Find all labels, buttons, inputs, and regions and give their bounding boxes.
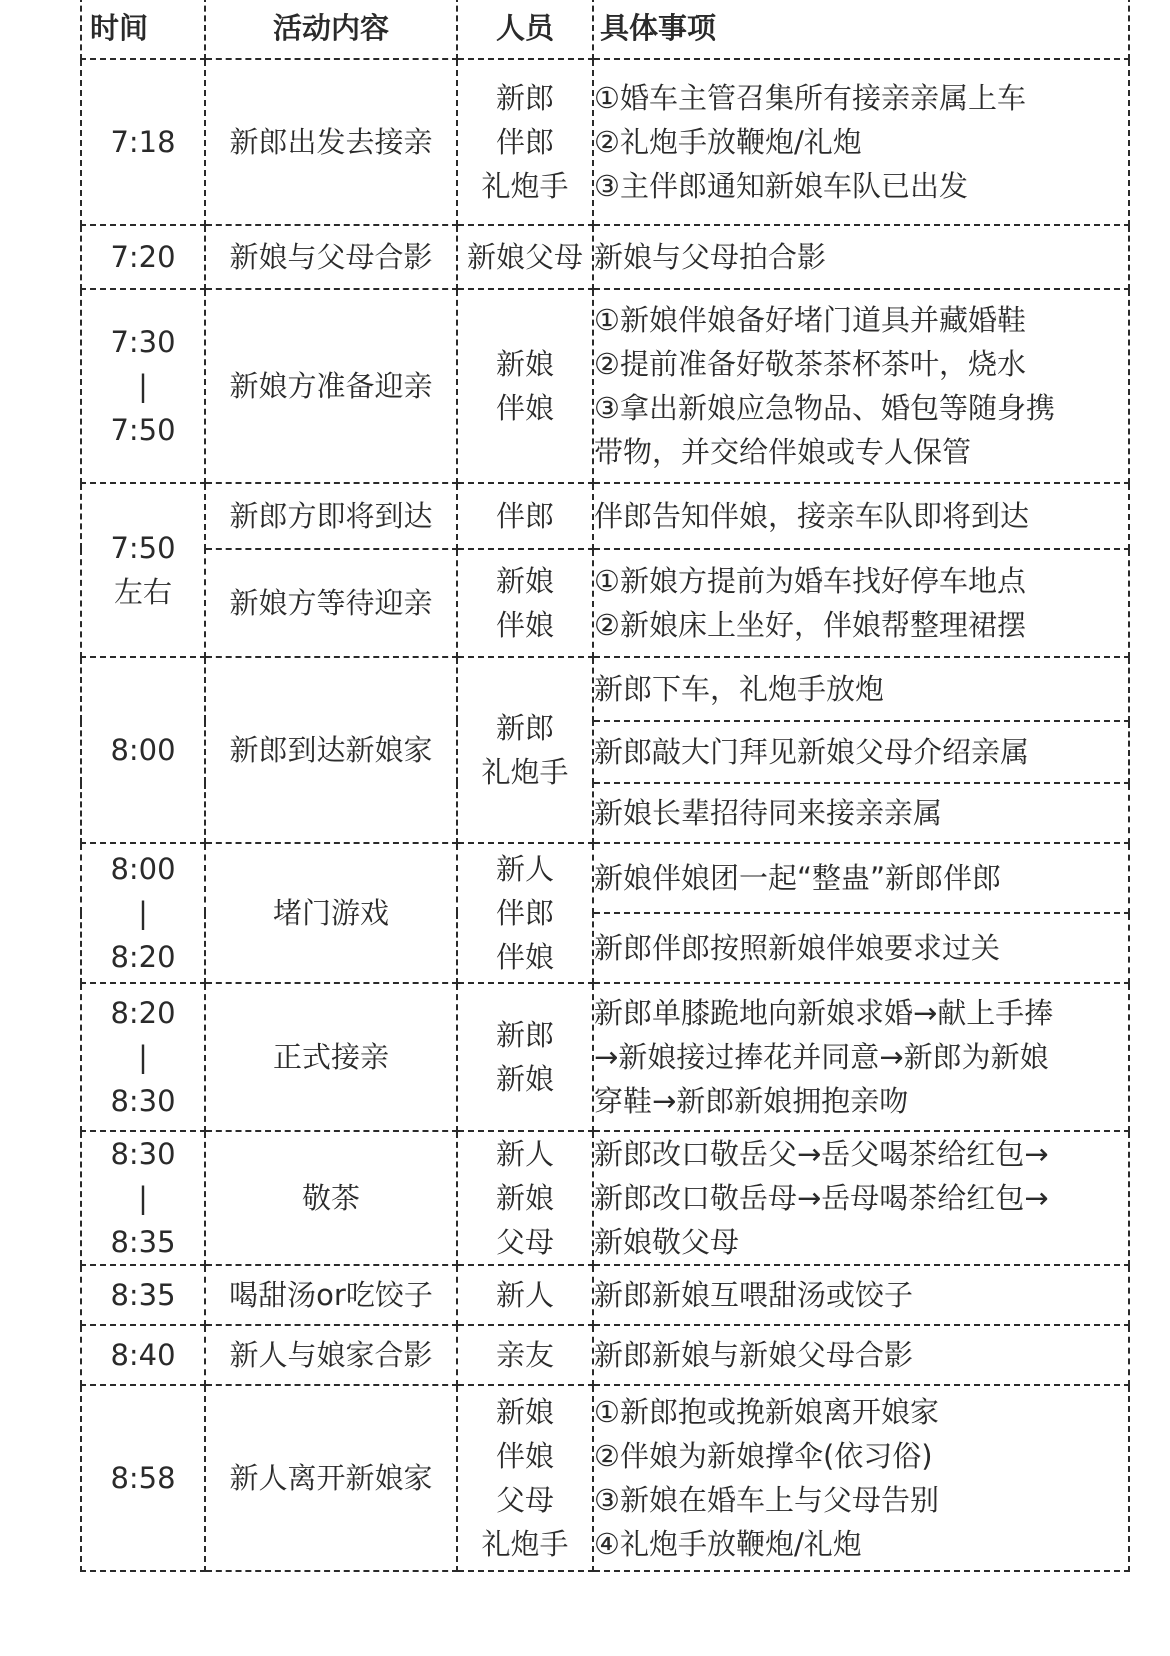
time-start: 8:00: [110, 852, 176, 886]
table-row: [81, 483, 1129, 549]
details-cell: [593, 1325, 1129, 1385]
people-cell: [457, 289, 593, 483]
activity-cell: 新郎方即将到达: [205, 483, 457, 549]
detail-line: 新郎新娘互喂甜汤或饺子: [594, 1278, 914, 1312]
person: 父母: [495, 1483, 554, 1517]
people-cell: [457, 549, 593, 657]
time-cell: 8:35: [81, 1265, 205, 1325]
time-separator: |: [138, 1040, 148, 1074]
header-details: 具体事项: [593, 0, 1129, 59]
details-cell: [593, 783, 1129, 843]
person: 礼炮手: [481, 1527, 569, 1561]
time-cell: [81, 289, 205, 483]
detail-line: 新娘长辈招待同来接亲亲属: [594, 796, 943, 830]
table-row: [81, 59, 1129, 225]
people-cell: [457, 843, 593, 983]
table-row: [81, 657, 1129, 721]
time-end: 7:50: [110, 413, 176, 447]
person: 新娘: [495, 1395, 554, 1429]
people-cell: [457, 59, 593, 225]
people-cell: [457, 1265, 593, 1325]
activity-cell: 敬茶: [205, 1131, 457, 1265]
person: 礼炮手: [481, 169, 569, 203]
person: 伴娘: [495, 608, 554, 642]
detail-line: 新郎改口敬岳父→岳父喝茶给红包→: [594, 1137, 1049, 1171]
table-row: [81, 1131, 1129, 1265]
time-separator: |: [138, 896, 148, 930]
person: 伴郎: [495, 125, 554, 159]
table-row: [81, 225, 1129, 289]
details-cell: [593, 1265, 1129, 1325]
people-cell: [457, 483, 593, 549]
activity-cell: 新娘方等待迎亲: [205, 549, 457, 657]
detail-line: ①新娘方提前为婚车找好停车地点: [594, 564, 1026, 598]
time-cell: 8:40: [81, 1325, 205, 1385]
person: 新人: [495, 1278, 554, 1312]
person: 父母: [495, 1225, 554, 1259]
person: 伴娘: [495, 940, 554, 974]
detail-line: ①新娘伴娘备好堵门道具并藏婚鞋: [594, 303, 1026, 337]
time-cell: [81, 983, 205, 1131]
details-cell: [593, 225, 1129, 289]
wedding-schedule-table: [80, 0, 1130, 1572]
activity-cell: 新娘方准备迎亲: [205, 289, 457, 483]
table-row: [81, 1265, 1129, 1325]
person: 新人: [495, 1137, 554, 1171]
person: 礼炮手: [481, 755, 569, 789]
person: 伴娘: [495, 1439, 554, 1473]
detail-line: 新娘伴娘团一起“整蛊”新郎伴郎: [594, 861, 1002, 895]
details-cell: [593, 913, 1129, 983]
people-cell: [457, 1131, 593, 1265]
detail-line: ②伴娘为新娘撑伞(依习俗): [594, 1439, 933, 1473]
time-end: 8:30: [110, 1084, 176, 1118]
details-cell: [593, 721, 1129, 783]
activity-cell: 新娘与父母合影: [205, 225, 457, 289]
detail-line: 伴郎告知伴娘，接亲车队即将到达: [594, 499, 1030, 533]
detail-line: 新郎新娘与新娘父母合影: [594, 1338, 914, 1372]
activity-cell: 堵门游戏: [205, 843, 457, 983]
person: 新娘: [495, 1181, 554, 1215]
detail-line: 新郎敲大门拜见新娘父母介绍亲属: [594, 735, 1030, 769]
time-start: 8:20: [110, 996, 176, 1030]
header-time: 时间: [81, 0, 205, 59]
time-cell: 8:00: [81, 657, 205, 843]
detail-line: ②提前准备好敬茶茶杯茶叶，烧水: [594, 347, 1026, 381]
detail-line: ③主伴郎通知新娘车队已出发: [594, 169, 968, 203]
activity-cell: 新郎到达新娘家: [205, 657, 457, 843]
time-start: 8:30: [110, 1137, 176, 1171]
details-cell: [593, 1385, 1129, 1571]
detail-line: 新郎伴郎按照新娘伴娘要求过关: [594, 931, 1001, 965]
table-row: [81, 1385, 1129, 1571]
activity-cell: 正式接亲: [205, 983, 457, 1131]
activity-cell: 新郎出发去接亲: [205, 59, 457, 225]
detail-line: 新郎单膝跪地向新娘求婚→献上手捧: [594, 996, 1054, 1030]
details-cell: [593, 549, 1129, 657]
activity-cell: 新人与娘家合影: [205, 1325, 457, 1385]
time-start: 7:50: [110, 531, 176, 565]
detail-line: 新娘与父母拍合影: [594, 240, 827, 274]
time-cell: 8:58: [81, 1385, 205, 1571]
header-people: 人员: [457, 0, 593, 59]
person: 新娘: [495, 347, 554, 381]
time-cell: [81, 1131, 205, 1265]
people-cell: [457, 657, 593, 843]
person: 亲友: [495, 1338, 554, 1372]
person: 新郎: [495, 1018, 554, 1052]
detail-line: →新娘接过捧花并同意→新郎为新娘: [594, 1040, 1049, 1074]
time-separator: |: [138, 369, 148, 403]
person: 新娘: [495, 564, 554, 598]
person: 新娘父母: [466, 240, 583, 274]
details-cell: [593, 1131, 1129, 1265]
people-cell: [457, 983, 593, 1131]
person: 伴娘: [495, 391, 554, 425]
detail-line: 新郎改口敬岳母→岳母喝茶给红包→: [594, 1181, 1049, 1215]
detail-line: 穿鞋→新郎新娘拥抱亲吻: [594, 1084, 909, 1118]
time-cell: 7:18: [81, 59, 205, 225]
person: 新郎: [495, 711, 554, 745]
time-cell: 7:20: [81, 225, 205, 289]
people-cell: [457, 1325, 593, 1385]
time-start: 7:30: [110, 325, 176, 359]
details-cell: [593, 843, 1129, 913]
table-row: [81, 983, 1129, 1131]
time-approx: 左右: [113, 575, 172, 609]
time-end: 8:35: [110, 1225, 176, 1259]
details-cell: [593, 289, 1129, 483]
time-end: 8:20: [110, 940, 176, 974]
details-cell: [593, 983, 1129, 1131]
people-cell: [457, 225, 593, 289]
time-cell: [81, 483, 205, 657]
person: 伴郎: [495, 499, 554, 533]
detail-line: ②新娘床上坐好，伴娘帮整理裙摆: [594, 608, 1026, 642]
header-row: [81, 0, 1129, 59]
person: 新郎: [495, 81, 554, 115]
activity-cell: 喝甜汤or吃饺子: [205, 1265, 457, 1325]
person: 新娘: [495, 1062, 554, 1096]
person: 新人: [495, 852, 554, 886]
table-row: [81, 549, 1129, 657]
table-row: [81, 289, 1129, 483]
activity-cell: 新人离开新娘家: [205, 1385, 457, 1571]
detail-line: ①婚车主管召集所有接亲亲属上车: [594, 81, 1026, 115]
details-cell: [593, 59, 1129, 225]
details-cell: [593, 483, 1129, 549]
time-cell: [81, 843, 205, 983]
table-row: [81, 843, 1129, 913]
detail-line: ③拿出新娘应急物品、婚包等随身携: [594, 391, 1055, 425]
time-separator: |: [138, 1181, 148, 1215]
person: 伴郎: [495, 896, 554, 930]
detail-line: 新娘敬父母: [594, 1225, 740, 1259]
people-cell: [457, 1385, 593, 1571]
header-activity: 活动内容: [205, 0, 457, 59]
detail-line: ③新娘在婚车上与父母告别: [594, 1483, 939, 1517]
detail-line: ④礼炮手放鞭炮/礼炮: [594, 1527, 862, 1561]
detail-line: 带物，并交给伴娘或专人保管: [594, 435, 972, 469]
detail-line: ②礼炮手放鞭炮/礼炮: [594, 125, 862, 159]
detail-line: ①新郎抱或挽新娘离开娘家: [594, 1395, 939, 1429]
details-cell: [593, 657, 1129, 721]
table-row: [81, 1325, 1129, 1385]
detail-line: 新郎下车，礼炮手放炮: [594, 672, 885, 706]
